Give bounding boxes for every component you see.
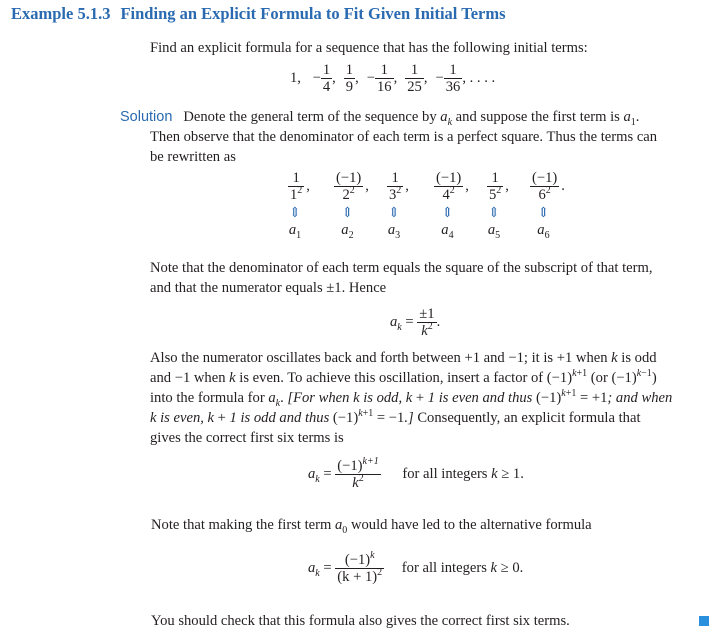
formula-3-num: (−1): [344, 552, 371, 568]
formula-2-condition: for all integers k ≥ 1.: [402, 466, 524, 482]
term-denominator: 25: [407, 79, 422, 95]
rewritten-denominator: [288, 186, 304, 203]
initial-term: [312, 62, 336, 95]
denominator-exponent: 2: [449, 185, 455, 197]
rewritten-term: [387, 170, 409, 239]
double-arrow-icon: ⇕: [537, 206, 550, 221]
term-list: [305, 62, 496, 95]
term-fraction: [405, 62, 424, 95]
term-fraction: [344, 62, 355, 95]
formula-2-fraction: [335, 458, 380, 491]
term-numerator: 1: [380, 62, 388, 78]
formula-1: [390, 306, 440, 339]
rewritten-denominator: [487, 186, 503, 203]
formula-2: $a_k$ = $\frac{(-1)^{k+1}}{k^2}$ for all integers k ≥ 1.: [308, 456, 524, 491]
initial-term: [344, 62, 359, 95]
rewritten-term: [487, 170, 509, 239]
double-arrow-icon: ⇕: [388, 206, 400, 221]
term-numerator: 1: [322, 62, 331, 78]
rewritten-numerator: (−1): [336, 170, 362, 186]
term-denominator: 9: [345, 79, 354, 95]
term-label: $a_6$: [537, 222, 550, 241]
rewritten-numerator: 1: [491, 170, 499, 186]
intro-text: Find an explicit formula for a sequence that has the following initial terms:: [150, 40, 588, 56]
term-numerator: 1: [345, 62, 354, 78]
term-numerator: 1: [449, 62, 457, 78]
term-punct: ,: [332, 70, 336, 86]
paragraph-4: Note that making the first term $a_0$ would have led to the alternative formula: [151, 517, 592, 536]
rewritten-fraction: [530, 170, 559, 203]
formula-2-den: k: [352, 475, 359, 491]
rewritten-numerator: (−1): [436, 170, 462, 186]
first-term: 1,: [290, 70, 301, 86]
double-arrow-icon: ⇕: [341, 206, 354, 221]
solution-text-b: and suppose the first term is: [452, 109, 624, 125]
rewritten-punct: ,: [465, 178, 469, 194]
paragraph-2-line-2: and that the numerator equals ±1. Hence: [150, 280, 387, 296]
denominator-base: 6: [538, 187, 546, 203]
term-punct: , . . . .: [462, 70, 496, 86]
denominator-base: 3: [389, 187, 397, 203]
denominator-exponent: 2: [545, 185, 551, 197]
rewritten-numerator: 1: [292, 170, 300, 186]
rewritten-fraction: [334, 170, 363, 203]
term-denominator: 16: [376, 79, 392, 95]
denominator-base: 2: [342, 187, 350, 203]
paragraph-3-line-3: into the formula for $a_k$. [For when k is odd, k + 1 is even and thus $(-1)^{k+1} = +1$; and when: [150, 388, 673, 409]
formula-1-num: ±1: [419, 306, 435, 322]
paragraph-2-line-1: Note that the denominator of each term equals the square of the subscript of that term,: [150, 260, 653, 276]
formula-3-den: (k + 1): [337, 569, 378, 585]
double-arrow-icon: ⇕: [488, 206, 500, 221]
initial-term: [405, 62, 428, 95]
solution-text-a: Denote the general term of the sequence by: [183, 109, 441, 125]
term-fraction: [444, 62, 463, 95]
term-label: $a_4$: [441, 222, 454, 241]
double-arrow-icon: ⇕: [441, 206, 454, 221]
formula-1-lhs: a: [390, 314, 398, 330]
rewritten-punct: ,: [365, 178, 369, 194]
initial-term: [435, 62, 496, 95]
rewritten-denominator: [387, 186, 403, 203]
closing-text: You should check that this formula also gives the correct first six terms.: [151, 613, 570, 629]
rewritten-fraction: [434, 170, 463, 203]
solution-line-3: be rewritten as: [150, 149, 236, 165]
example-number: Example 5.1.3: [11, 4, 111, 23]
end-of-example-square-icon: [699, 616, 709, 626]
formula-1-eq: =: [405, 314, 414, 330]
denominator-exponent: 2: [496, 185, 502, 197]
formula-2-num: (−1): [337, 458, 363, 474]
rewritten-term: [530, 170, 565, 239]
formula-2-den-exp: 2: [358, 473, 364, 485]
formula-1-lhs-sub: k: [397, 321, 402, 333]
example-title: Finding an Explicit Formula to Fit Given Initial Terms: [120, 4, 506, 23]
double-arrow-icon: ⇕: [289, 206, 301, 221]
denominator-base: 4: [442, 187, 450, 203]
paragraph-3-line-2: and −1 when k is even. To achieve this oscillation, insert a factor of $(-1)^{k+1}$ (or $(-1)^{k-1}$): [150, 368, 657, 386]
formula-3-fraction: [335, 552, 384, 585]
rewritten-term: [334, 170, 369, 239]
rewritten-punct: .: [561, 178, 565, 194]
term-sign: −: [312, 70, 321, 86]
term-label: $a_1$: [288, 222, 302, 241]
paragraph-3-line-5: gives the correct first six terms is: [150, 430, 344, 446]
term-fraction: [375, 62, 394, 95]
paragraph-3-line-4: k is even, k + 1 is odd and thus $(-1)^{k+1} = -1$.] Consequently, an explicit formula that: [150, 408, 641, 426]
term-label: $a_5$: [487, 222, 501, 241]
formula-3-condition: for all integers k ≥ 0.: [401, 560, 524, 576]
term-denominator: 4: [322, 79, 331, 95]
rewritten-numerator: (−1): [532, 170, 558, 186]
rewritten-denominator: [334, 186, 363, 203]
example-heading: [11, 4, 506, 24]
term-sign: −: [366, 70, 375, 86]
solution-line-2: Then observe that the denominator of each term is a perfect square. Thus the terms can: [150, 129, 658, 145]
rewritten-term: [288, 170, 310, 239]
initial-term: [366, 62, 398, 95]
formula-1-den-exp: 2: [427, 321, 433, 333]
rewritten-punct: ,: [405, 178, 409, 194]
term-punct: ,: [423, 70, 428, 86]
term-denominator: 36: [445, 79, 461, 95]
formula-1-punct: .: [436, 314, 441, 330]
paragraph-3-line-1: Also the numerator oscillates back and forth between +1 and −1; it is +1 when k is odd: [150, 350, 657, 366]
formula-1-den: k: [421, 323, 428, 339]
rewritten-punct: ,: [306, 178, 310, 194]
solution-paragraph-1: Solution Denote the general term of the sequence by $a_k$ and suppose the first term is $a_1$.: [120, 109, 640, 128]
rewritten-term: [434, 170, 469, 239]
denominator-exponent: 2: [349, 185, 355, 197]
rewritten-fraction: [487, 170, 503, 203]
denominator-exponent: 2: [297, 185, 303, 197]
term-numerator: 1: [410, 62, 419, 78]
formula-1-fraction: [417, 306, 436, 339]
denominator-exponent: 2: [396, 185, 402, 197]
solution-text-c: .: [635, 109, 640, 125]
initial-terms: [290, 62, 495, 95]
denominator-base: 1: [290, 187, 298, 203]
solution-label: Solution: [120, 109, 173, 125]
formula-2-num-exp: k+1: [362, 456, 379, 468]
term-fraction: [321, 62, 332, 95]
term-sign: −: [435, 70, 444, 86]
rewritten-denominator: [530, 186, 559, 203]
rewritten-punct: ,: [505, 178, 509, 194]
term-punct: ,: [393, 70, 398, 86]
term-punct: ,: [355, 70, 359, 86]
rewritten-numerator: 1: [391, 170, 399, 186]
term-label: $a_2$: [341, 222, 354, 241]
rewritten-fraction: [288, 170, 304, 203]
formula-3-num-exp: k: [370, 550, 375, 562]
formula-3: $a_k$ = $\frac{(-1)^k}{(k + 1)^2}$ for all integers k ≥ 0.: [308, 550, 524, 585]
rewritten-denominator: [434, 186, 463, 203]
term-label: $a_3$: [387, 222, 401, 241]
denominator-base: 5: [489, 187, 497, 203]
rewritten-terms: [284, 170, 584, 250]
rewritten-fraction: [387, 170, 403, 203]
formula-3-den-exp: 2: [377, 567, 383, 579]
